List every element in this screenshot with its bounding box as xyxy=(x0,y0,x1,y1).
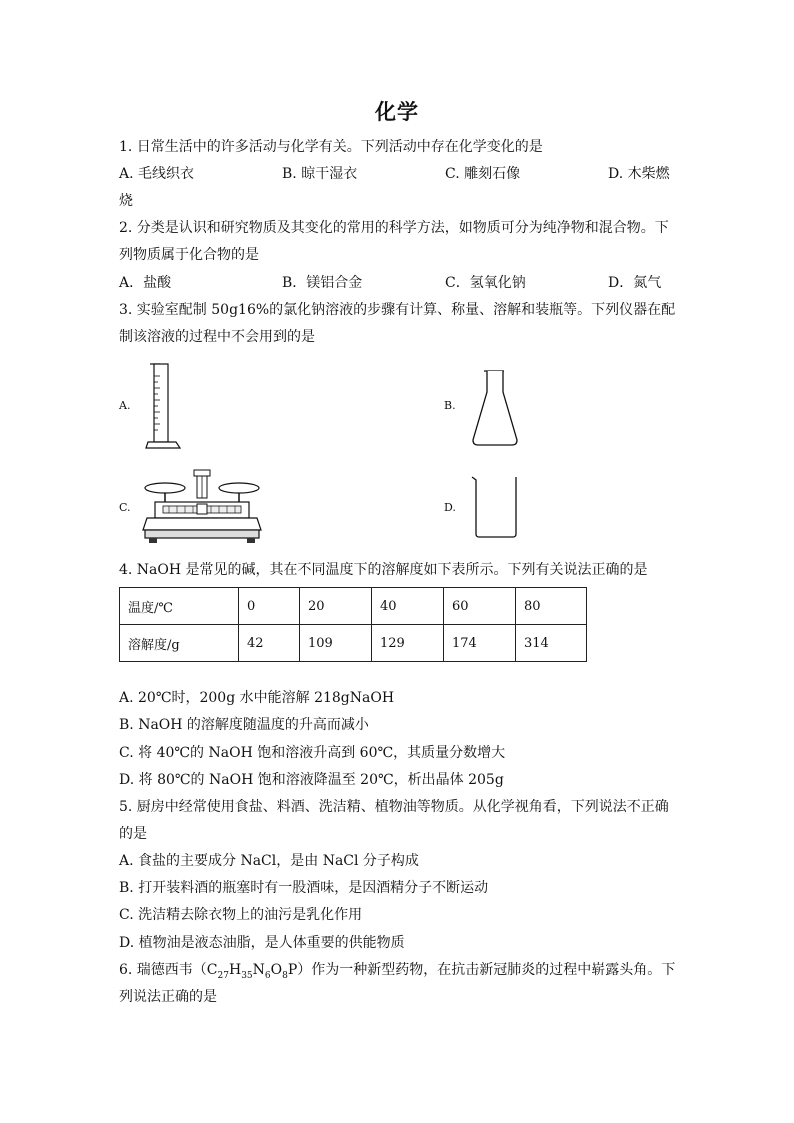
table-cell: 314 xyxy=(516,625,587,662)
q2-option-b[interactable]: B．镁铝合金 xyxy=(282,275,363,291)
q3-stem-line1: 3. 实验室配制 50g16%的氯化钠溶液的步骤有计算、称量、溶解和装瓶等。下列仪器在配 xyxy=(119,302,676,318)
q1-stem: 1. 日常生活中的许多活动与化学有关。下列活动中存在化学变化的是 xyxy=(119,139,543,155)
formula-subscript: 35 xyxy=(241,970,253,981)
table-cell: 0 xyxy=(239,588,300,625)
q3-option-c-label[interactable]: C. xyxy=(119,501,131,514)
q3-option-a-label[interactable]: A. xyxy=(119,399,131,412)
table-row xyxy=(120,625,587,662)
q2-stem-line1: 2. 分类是认识和研究物质及其变化的常用的科学方法，如物质可分为纯净物和混合物。下 xyxy=(119,220,669,236)
q5-option-a[interactable]: A. 食盐的主要成分 NaCl，是由 NaCl 分子构成 xyxy=(119,853,419,869)
graduated-cylinder-icon xyxy=(146,362,186,450)
table-cell: 174 xyxy=(444,625,516,662)
balance-scale-icon xyxy=(143,468,261,546)
table-cell: 42 xyxy=(239,625,300,662)
q5-option-b[interactable]: B. 打开装料酒的瓶塞时有一股酒味，是因酒精分子不断运动 xyxy=(119,880,489,896)
table-row xyxy=(120,588,587,625)
q5-option-c[interactable]: C. 洗洁精去除衣物上的油污是乳化作用 xyxy=(119,907,363,923)
q2-stem-line2: 列物质属于化合物的是 xyxy=(119,247,259,263)
table-cell: 40 xyxy=(372,588,444,625)
solubility-table xyxy=(119,587,587,662)
q5-option-d[interactable]: D. 植物油是液态油脂，是人体重要的供能物质 xyxy=(119,935,405,951)
formula-element: O xyxy=(270,962,283,978)
q4-option-a[interactable]: A. 20℃时，200g 水中能溶解 218gNaOH xyxy=(119,690,395,706)
q2-option-d[interactable]: D．氮气 xyxy=(608,275,662,291)
formula-subscript: 8 xyxy=(282,970,288,981)
formula-subscript: 6 xyxy=(264,970,271,981)
q6-stem-line2: 列说法正确的是 xyxy=(119,989,217,1005)
table-cell: 温度/℃ xyxy=(120,588,239,625)
q3-option-d-label[interactable]: D. xyxy=(444,501,456,514)
q5-stem-line2: 的是 xyxy=(119,826,147,842)
formula-subscript: 27 xyxy=(217,970,229,981)
q1-option-d-wrap: 烧 xyxy=(119,193,133,209)
q3-stem-line2: 制该溶液的过程中不会用到的是 xyxy=(119,329,315,345)
q6-stem-start: 6. 瑞德西韦（C xyxy=(119,962,218,978)
q3-option-b-label[interactable]: B. xyxy=(444,399,456,412)
table-cell: 20 xyxy=(300,588,372,625)
table-cell: 80 xyxy=(516,588,587,625)
q1-option-d[interactable]: D. 木柴燃 xyxy=(608,166,670,182)
q1-option-c[interactable]: C. 雕刻石像 xyxy=(445,166,521,182)
q4-option-c[interactable]: C. 将 40℃的 NaOH 饱和溶液升高到 60℃，其质量分数增大 xyxy=(119,745,506,761)
q1-option-b[interactable]: B. 晾干湿衣 xyxy=(282,166,358,182)
conical-flask-icon xyxy=(470,368,520,448)
table-cell: 溶解度/g xyxy=(120,625,239,662)
formula-element: N xyxy=(252,962,265,978)
q2-option-a[interactable]: A．盐酸 xyxy=(119,275,172,291)
table-cell: 60 xyxy=(444,588,516,625)
formula-element: H xyxy=(228,962,242,978)
q4-option-d[interactable]: D. 将 80℃的 NaOH 饱和溶液降温至 20℃，析出晶体 205g xyxy=(119,772,504,788)
q5-stem-line1: 5. 厨房中经常使用食盐、料酒、洗洁精、植物油等物质。从化学视角看，下列说法不正确 xyxy=(119,799,669,815)
page-title: 化学 xyxy=(375,99,419,124)
table-cell: 129 xyxy=(372,625,444,662)
q6-stem-end: P）作为一种新型药物，在抗击新冠肺炎的过程中崭露头角。下 xyxy=(287,962,676,978)
q4-option-b[interactable]: B. NaOH 的溶解度随温度的升高而减小 xyxy=(119,717,369,733)
beaker-icon xyxy=(470,474,520,540)
q6-stem-line1 xyxy=(119,961,675,985)
q4-stem: 4. NaOH 是常见的碱，其在不同温度下的溶解度如下表所示。下列有关说法正确的是 xyxy=(119,562,648,578)
q1-option-a[interactable]: A. 毛线织衣 xyxy=(119,166,195,182)
q2-option-c[interactable]: C．氢氧化钠 xyxy=(445,275,526,291)
table-cell: 109 xyxy=(300,625,372,662)
